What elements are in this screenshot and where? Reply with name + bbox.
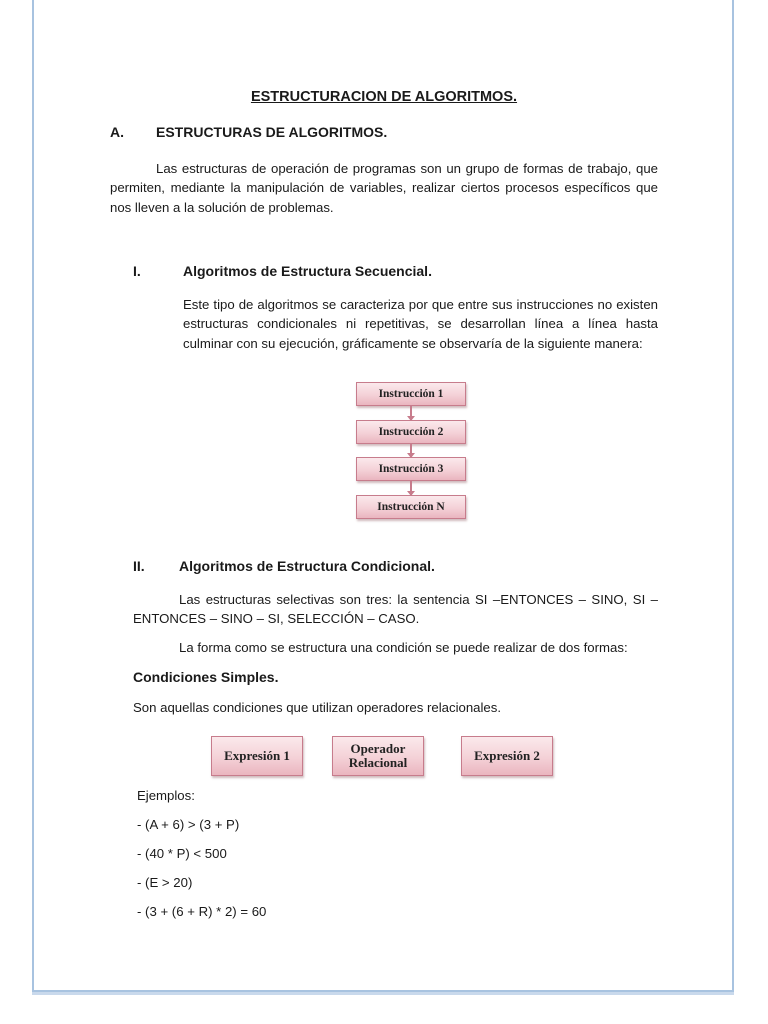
flow-box-instruction-2: Instrucción 2 (356, 420, 466, 444)
example-item: - (3 + (6 + R) * 2) = 60 (137, 904, 267, 919)
examples-label: Ejemplos: (137, 788, 195, 803)
section-1-paragraph: Este tipo de algoritmos se caracteriza por que entre sus instrucciones no existen estructuras condicionales ni repetitivas, se desarrollan línea a línea hasta culminar con su ejecución, gráficamente se observaría de la siguiente manera: (183, 297, 658, 351)
section-2-paragraph-2: La forma como se estructura una condición se puede realizar de dos formas: (179, 640, 628, 655)
flow-box-instruction-3: Instrucción 3 (356, 457, 466, 481)
flow-arrow (410, 406, 412, 420)
relational-operator-line-1: Operador (350, 741, 406, 756)
section-2-paragraph-1: Las estructuras selectivas son tres: la sentencia SI –ENTONCES – SINO, SI – ENTONCES – SINO – SI, SELECCIÓN – CASO. (133, 592, 658, 627)
section-2-heading: Algoritmos de Estructura Condicional. (179, 558, 435, 574)
section-1-marker: I. (133, 263, 141, 279)
example-item: - (A + 6) > (3 + P) (137, 817, 240, 832)
condiciones-simples-heading: Condiciones Simples. (133, 669, 279, 685)
section-a-heading: ESTRUCTURAS DE ALGORITMOS. (156, 124, 388, 140)
flow-arrow (410, 481, 412, 495)
expression-1-box: Expresión 1 (211, 736, 303, 776)
section-a-paragraph: Las estructuras de operación de programas son un grupo de formas de trabajo, que permiten, mediante la manipulación de variables, realizar ciertos procesos específicos que nos lleven a la solución de problemas. (110, 161, 658, 215)
condiciones-simples-paragraph: Son aquellas condiciones que utilizan operadores relacionales. (133, 700, 502, 715)
section-1-heading: Algoritmos de Estructura Secuencial. (183, 263, 432, 279)
section-2-marker: II. (133, 558, 145, 574)
relational-operator-box (332, 736, 424, 776)
expression-2-box: Expresión 2 (461, 736, 553, 776)
flow-arrow (410, 444, 412, 457)
flow-box-instruction-n: Instrucción N (356, 495, 466, 519)
example-item: - (E > 20) (137, 875, 193, 890)
section-a-marker: A. (110, 124, 124, 140)
relational-operator-line-2: Relacional (348, 755, 408, 770)
flow-box-instruction-1: Instrucción 1 (356, 382, 466, 406)
example-item: - (40 * P) < 500 (137, 846, 227, 861)
document-title: ESTRUCTURACION DE ALGORITMOS. (250, 89, 518, 105)
